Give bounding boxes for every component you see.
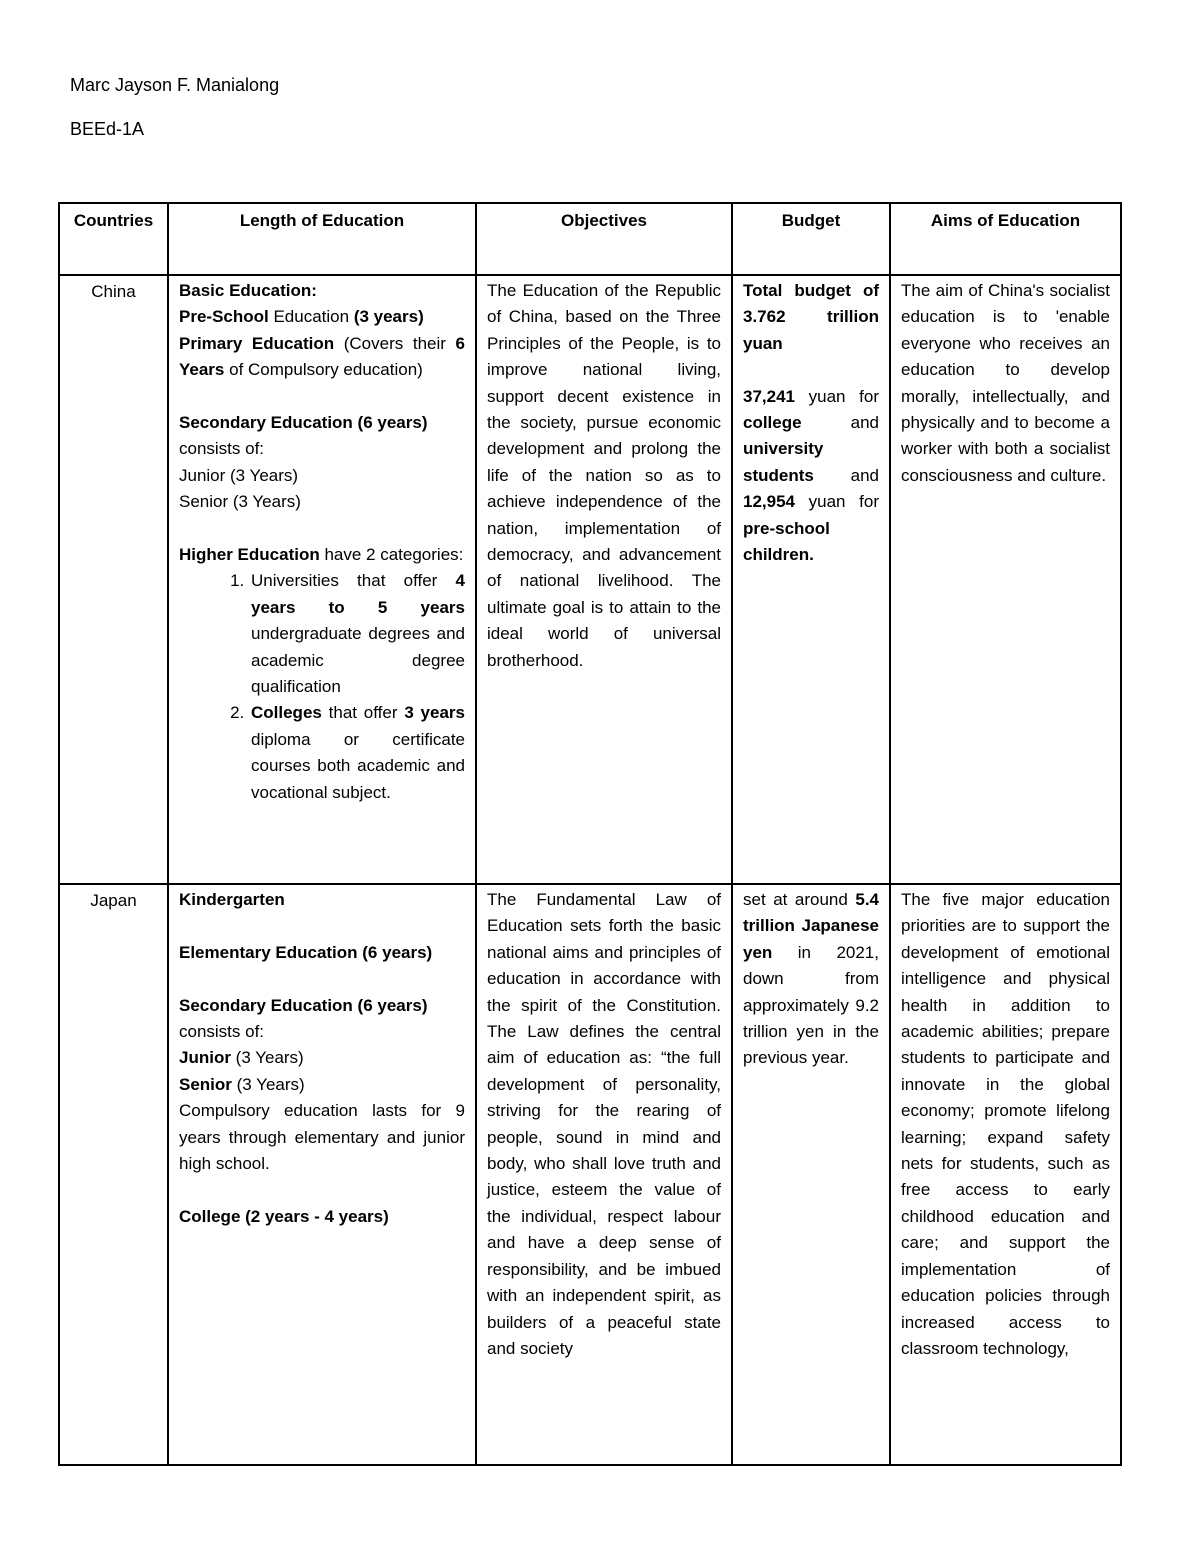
table-header-row: [59, 203, 1121, 275]
header-budget: Budget: [732, 203, 890, 275]
country-cell: China: [59, 275, 168, 884]
education-comparison-table: [58, 202, 1122, 1466]
list-item: 1. Universities that offer 4 years to 5 years undergraduate degrees and academic degree qualification: [249, 568, 465, 700]
senior-line: Senior (3 Years): [179, 1074, 305, 1094]
author-name: Marc Jayson F. Manialong: [70, 75, 280, 95]
budget-cell: set at around 5.4 trillion Japanese yen in 2021, down from approximately 9.2 trillion yen in the previous year.: [732, 884, 890, 1465]
college-line: College (2 years - 4 years): [179, 1206, 389, 1226]
header-objectives: Objectives: [476, 203, 732, 275]
table-row: [59, 275, 1121, 884]
junior-line: Junior (3 Years): [179, 1048, 304, 1068]
junior-line: Junior (3 Years): [179, 465, 299, 485]
secondary-text: consists of:: [179, 439, 265, 459]
secondary-title: Secondary Education (6 years): [179, 413, 428, 433]
primary-line: Primary Education (Covers their 6 Years of Compulsory education): [179, 333, 465, 380]
length-cell: [168, 275, 476, 884]
higher-line: Higher Education have 2 categories:: [179, 545, 464, 565]
preschool-line: Pre-School Education (3 years): [179, 307, 424, 327]
total-budget: Total budget of 3.762 trillion yuan: [743, 281, 879, 353]
section-label: BEEd-1A: [70, 119, 145, 139]
kindergarten-line: Kindergarten: [179, 890, 285, 909]
elementary-line: Elementary Education (6 years): [179, 942, 433, 962]
header-length: Length of Education: [168, 203, 476, 275]
secondary-text: consists of:: [179, 1022, 265, 1041]
secondary-title: Secondary Education (6 years): [179, 995, 428, 1015]
aims-cell: The five major education priorities are to support the development of emotional intelligence and physical health in addition to academic abilities; prepare students to participate and innovate in the global economy; promote lifelong learning; expand safety nets for students, such as free access to early childhood education and care; and support the implementation of education policies through increased access to classroom technology,: [890, 884, 1121, 1465]
objectives-cell: The Fundamental Law of Education sets forth the basic national aims and principles of education in accordance with the spirit of the Constitution. The Law defines the central aim of education as: “the full development of personality, striving for the rearing of people, sound in mind and body, who shall love truth and justice, esteem the value of the individual, respect labour and have a deep sense of responsibility, and be imbued with an independent spirit, as builders of a peaceful state and society: [476, 884, 732, 1465]
country-cell: Japan: [59, 884, 168, 1465]
aims-cell: The aim of China's socialist education is to 'enable everyone who receives an education to develop morally, intellectually, and physically and to become a worker with both a socialist consciousness and culture.: [890, 275, 1121, 884]
objectives-cell: The Education of the Republic of China, based on the Three Principles of the People, is to improve national living, support decent existence in the society, pursue economic development and prolong the life of the nation so as to achieve independence of the nation, implementation of democracy, and advancement of national livelihood. The ultimate goal is to attain to the ideal world of universal brotherhood.: [476, 275, 732, 884]
header-aims: Aims of Education: [890, 203, 1121, 275]
length-cell: [168, 884, 476, 1465]
basic-education-title: Basic Education:: [179, 281, 317, 300]
higher-categories-list: [179, 568, 465, 806]
list-item: 2. Colleges that offer 3 years diploma or certificate courses both academic and vocational subject.: [249, 700, 465, 806]
college-budget: 37,241 yuan for college and university students and 12,954 yuan for pre-school children.: [743, 386, 879, 565]
table-row: [59, 884, 1121, 1465]
budget-cell: [732, 275, 890, 884]
header-countries: Countries: [59, 203, 168, 275]
compulsory-line: Compulsory education lasts for 9 years through elementary and junior high school.: [179, 1101, 465, 1174]
senior-line: Senior (3 Years): [179, 492, 301, 512]
